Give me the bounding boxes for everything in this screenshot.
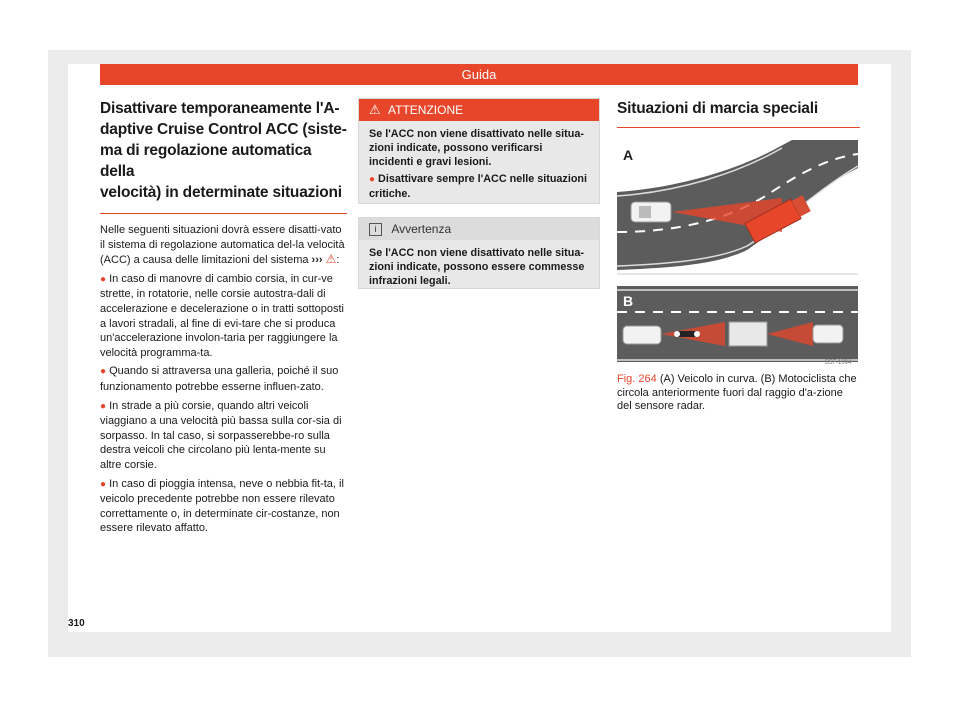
list-item (100, 272, 347, 361)
bullet-text: Quando si attraversa una galleria, poiché il suo funzionamento potrebbe esserne influen-zato. (100, 365, 339, 393)
list-item (100, 477, 347, 536)
warning-bullet-text: Disattivare sempre l'ACC nelle situazioni critiche. (369, 173, 588, 200)
notice-body (359, 240, 599, 299)
page-number: 310 (68, 618, 85, 629)
list-item (100, 399, 347, 473)
section-title: Situazioni di marcia speciali (617, 98, 860, 128)
notice-text: Se l'ACC non viene disattivato nelle situa-zioni indicate, possono essere commesse infrazioni legali. (369, 247, 585, 287)
notice-title: Avvertenza (391, 222, 452, 236)
bullet-text: In caso di pioggia intensa, neve o nebbia fit-ta, il veicolo precedente potrebbe non essere rilevato correttamente o, in determinate cir-costanze, non essere rilevato affatto. (100, 477, 344, 535)
right-column (617, 98, 860, 414)
info-icon: i (369, 223, 382, 236)
caption-number: Fig. 264 (617, 373, 657, 385)
notice-header (359, 218, 599, 240)
list-item (100, 364, 347, 394)
warning-title: ATTENZIONE (388, 103, 464, 117)
intro-text: Nelle seguenti situazioni dovrà essere disatti-vato il sistema di regolazione automatica del-la velocità (ACC) a causa delle limitazioni del sistema (100, 224, 345, 267)
warning-body (359, 121, 599, 212)
road-diagram (617, 140, 858, 366)
warning-text: Se l'ACC non viene disattivato nelle situa-zioni indicate, possono verificarsi incidenti e gravi lesioni. (369, 128, 584, 168)
left-column (100, 98, 347, 536)
figure-label-b: B (623, 293, 634, 309)
intro-paragraph (100, 223, 347, 268)
warning-box (358, 98, 600, 204)
scene-b (617, 286, 858, 362)
intro-end: : (336, 254, 340, 267)
title-line: ma di regolazione automatica della (100, 142, 312, 180)
bullet-dot-icon: ● (100, 273, 107, 285)
bullet-text: In strade a più corsie, quando altri veicoli viaggiano a una velocità più bassa sulla cor-sia di sorpasso. In tal caso, si sorpasserebbe-ro sulla destra veicoli che circolano più lenta-mente su altre corsie. (100, 399, 342, 471)
figure-caption (617, 373, 860, 414)
title-line: Disattivare temporaneamente l'A- (100, 100, 340, 117)
title-line: daptive Cruise Control ACC (siste- (100, 121, 347, 138)
warning-triangle-icon: ⚠ (325, 252, 337, 267)
figure-code: B5F-1094 (825, 360, 852, 366)
section-header: Guida (100, 64, 858, 85)
middle-column (358, 98, 600, 289)
figure (617, 140, 858, 366)
warning-bullet (369, 172, 589, 201)
section-title (100, 98, 347, 214)
figure-label-a: A (623, 147, 634, 163)
bullet-dot-icon: ● (100, 366, 107, 378)
caption-text: (A) Veicolo in curva. (B) Motociclista che circola anteriormente fuori dal raggio d'a-zione del sensore radar. (617, 373, 857, 412)
title-line: velocità) in determinate situazioni (100, 184, 342, 201)
bullet-text: In caso di manovre di cambio corsia, in cur-ve strette, in rotatorie, nelle corsie autostra-dali di accelerazione e decelerazione o in tratti sottoposti a lavori stradali, al fine di evi-tare che si produca un'accelerazione involon-taria per raggiungere la velocità programma-ta. (100, 272, 344, 359)
bullet-dot-icon: ● (100, 400, 107, 412)
cross-reference[interactable]: ››› (311, 254, 323, 267)
notice-box (358, 217, 600, 289)
bullet-dot-icon: ● (369, 174, 376, 185)
warning-triangle-icon: ⚠ (369, 102, 381, 117)
warning-header (359, 99, 599, 121)
bullet-dot-icon: ● (100, 478, 107, 490)
